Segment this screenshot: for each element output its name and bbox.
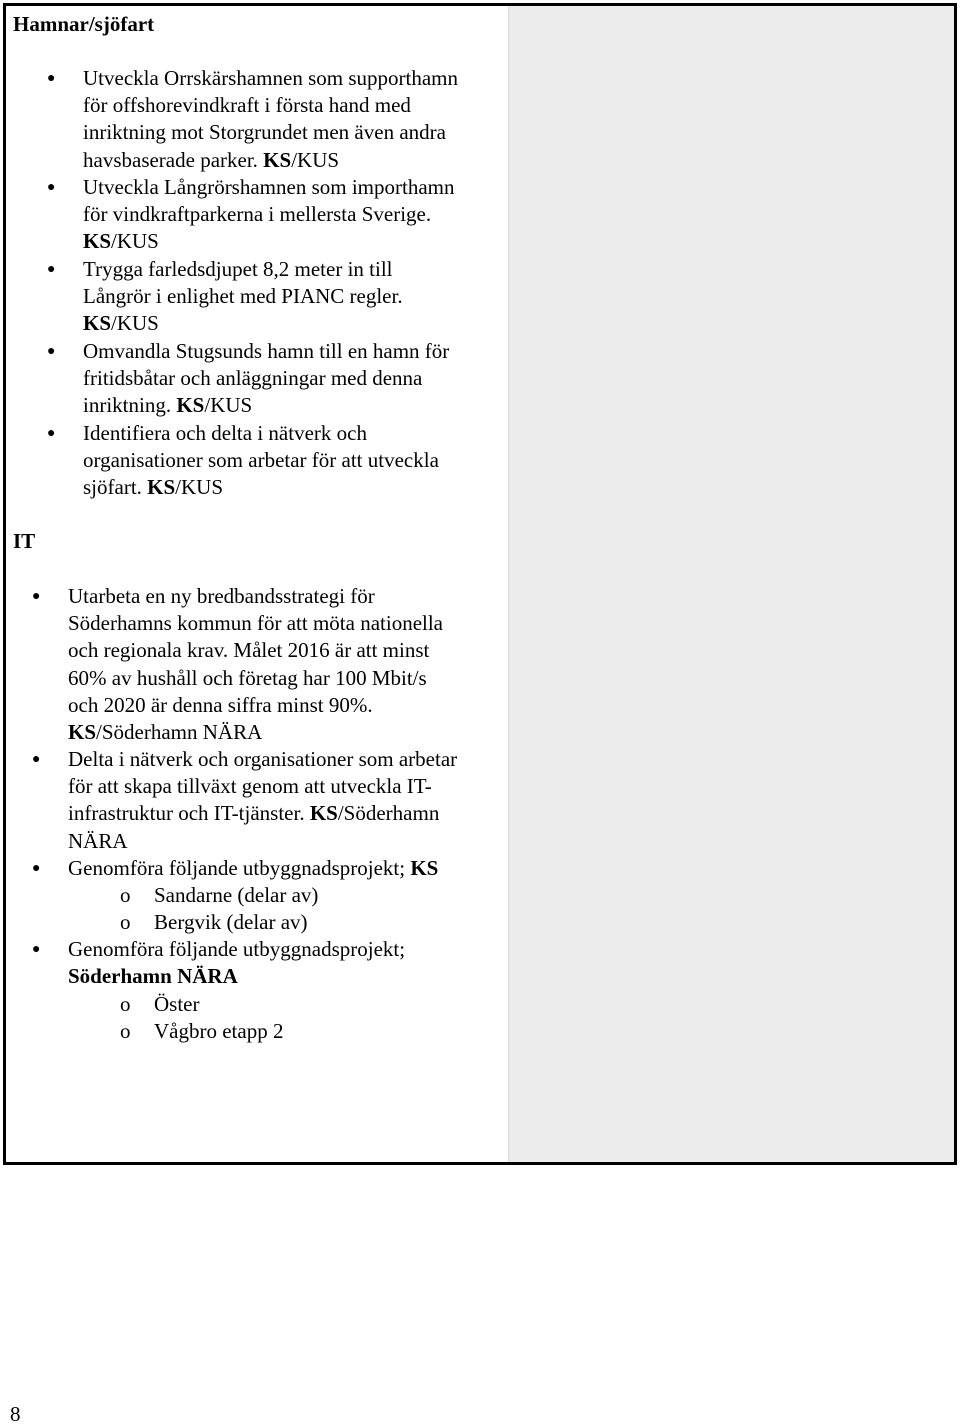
bullet-icon: ● <box>47 180 56 195</box>
bullet-icon: ● <box>32 861 41 876</box>
content-cell <box>6 6 508 1162</box>
list-item: Genomföra följande utbyggnadsprojekt; KS <box>68 856 439 880</box>
list-item: Utveckla Orrskärshamnen som supporthamn för offshorevindkraft i första hand med inriktning mot Storgrundet men även andra havsbaserade parker. KS/KUS <box>83 66 458 172</box>
section-title-hamnar: Hamnar/sjöfart <box>13 12 155 36</box>
page-number: 8 <box>10 1402 21 1426</box>
sub-list-item: Bergvik (delar av) <box>154 910 308 934</box>
list-item: Omvandla Stugsunds hamn till en hamn för fritidsbåtar och anläggningar med denna inriktning. KS/KUS <box>83 339 450 418</box>
bullet-icon: ● <box>47 262 56 277</box>
list-item: Genomföra följande utbyggnadsprojekt; Söderhamn NÄRA <box>68 937 406 989</box>
sub-list-item: Sandarne (delar av) <box>154 883 319 907</box>
list-item: Trygga farledsdjupet 8,2 meter in till Långrör i enlighet med PIANC regler. KS/KUS <box>83 257 403 336</box>
bullet-icon: ● <box>47 71 56 86</box>
bullet-icon: ● <box>32 942 41 957</box>
shaded-cell <box>508 6 954 1162</box>
bullet-icon: ● <box>32 589 41 604</box>
list-item: Utveckla Långrörshamnen som importhamn för vindkraftparkerna i mellersta Sverige. KS/KUS <box>83 175 455 254</box>
list-item: Utarbeta en ny bredbandsstrategi för Söderhamns kommun för att möta nationella och regionala krav. Målet 2016 är att minst 60% av hushåll och företag har 100 Mbit/s och 2020 är denna siffra minst 90%. KS/Söderhamn NÄRA <box>68 584 444 745</box>
sub-bullet-marker: o <box>120 1019 131 1043</box>
bullet-icon: ● <box>47 426 56 441</box>
sub-bullet-marker: o <box>120 992 131 1016</box>
sub-list-item: Öster <box>154 992 200 1016</box>
section-title-it: IT <box>13 529 36 553</box>
list-item: Identifiera och delta i nätverk och organisationer som arbetar för att utveckla sjöfart. KS/KUS <box>83 421 439 500</box>
bullet-icon: ● <box>32 752 41 767</box>
sub-bullet-marker: o <box>120 883 131 907</box>
bullet-icon: ● <box>47 344 56 359</box>
sub-bullet-marker: o <box>120 910 131 934</box>
list-item: Delta i nätverk och organisationer som arbetar för att skapa tillväxt genom att utveckla IT- infrastruktur och IT-tjänster. KS/Söderhamn NÄRA <box>68 747 458 853</box>
table-frame <box>3 3 957 1165</box>
sub-list-item: Vågbro etapp 2 <box>154 1019 284 1043</box>
